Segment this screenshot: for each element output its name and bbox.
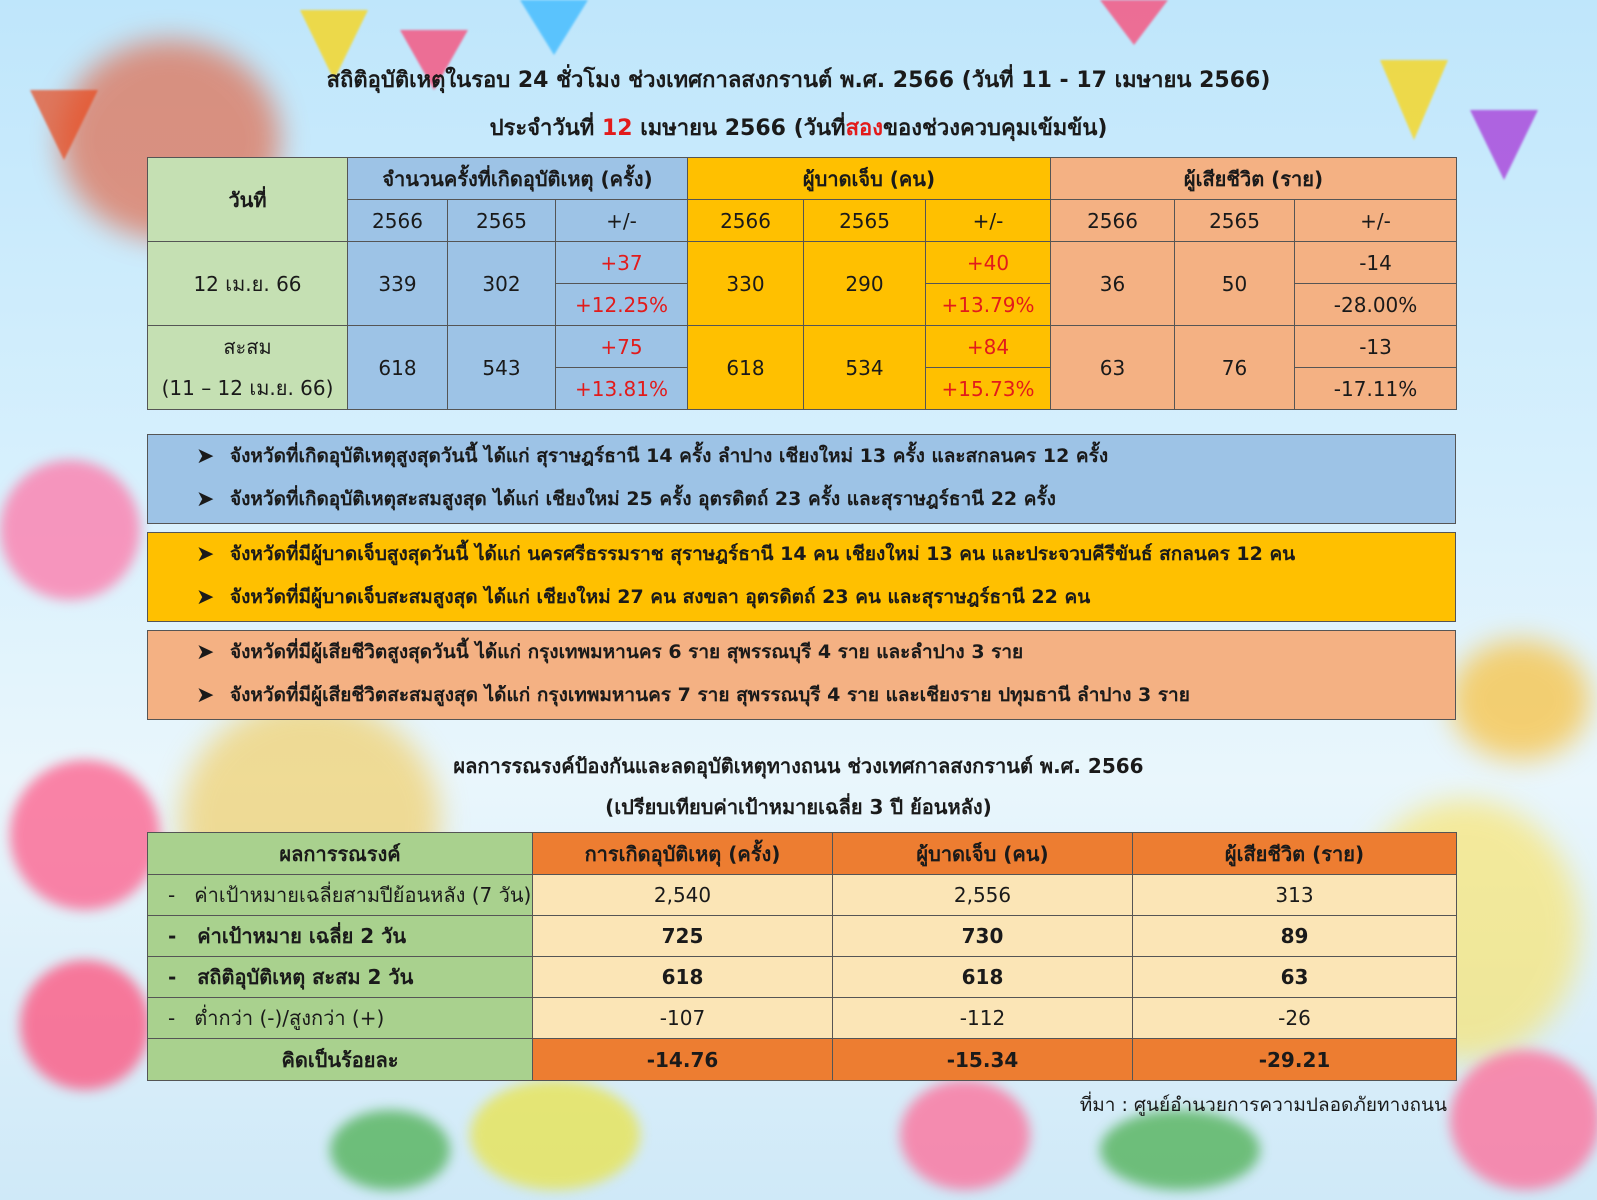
acc-2565: 302 <box>448 242 556 326</box>
bullet-text: จังหวัดที่มีผู้เสียชีวิตสูงสุดวันนี้ ได้แก่ กรุงเทพมหานคร 6 ราย สุพรรณบุรี 4 ราย และลำปาง 3 ราย <box>230 641 1024 663</box>
percent-cell: -14.76 <box>533 1039 833 1081</box>
arrow-icon: ➤ <box>196 683 215 708</box>
label-text: ต่ำกว่า (-)/สูงกว่า (+) <box>194 1006 385 1030</box>
campaign-cell: 313 <box>1133 875 1457 916</box>
campaign-cell: 730 <box>833 916 1133 957</box>
row-label-cumulative: สะสม <box>148 326 348 368</box>
subtitle-part: ของช่วงควบคุมเข้มข้น) <box>882 116 1108 141</box>
col-header: 2566 <box>688 200 804 242</box>
campaign-cell: 618 <box>833 957 1133 998</box>
subtitle-ordinal: สอง <box>845 116 883 141</box>
accident-provinces-box <box>147 434 1456 524</box>
arrow-icon: ➤ <box>196 444 215 469</box>
campaign-row-label <box>148 916 533 957</box>
col-header: 2566 <box>1051 200 1175 242</box>
dash: - <box>168 1006 176 1030</box>
dash: - <box>168 883 176 907</box>
subtitle-part: ประจำวันที่ <box>489 116 602 141</box>
percent-cell: -29.21 <box>1133 1039 1457 1081</box>
col-header: +/- <box>1295 200 1457 242</box>
col-header: 2566 <box>348 200 448 242</box>
bullet-text: จังหวัดที่มีผู้บาดเจ็บสูงสุดวันนี้ ได้แก่ นครศรีธรรมราช สุราษฎร์ธานี 14 คน เชียงใหม่ 13 คน และประจวบคีรีขันธ์ สกลนคร 12 คน <box>230 543 1296 565</box>
campaign-cell: 89 <box>1133 916 1457 957</box>
col-header: +/- <box>926 200 1051 242</box>
campaign-row-label <box>148 998 533 1039</box>
dea-pct: -28.00% <box>1295 284 1457 326</box>
dash: - <box>168 965 177 989</box>
campaign-row-label <box>148 957 533 998</box>
campaign-header: ผู้เสียชีวิต (ราย) <box>1133 833 1457 875</box>
acc-2565: 543 <box>448 326 556 410</box>
campaign-title: ผลการรณรงค์ป้องกันและลดอุบัติเหตุทางถนน ช่วงเทศกาลสงกรานต์ พ.ศ. 2566 <box>453 754 1144 778</box>
campaign-header: ผู้บาดเจ็บ (คน) <box>833 833 1133 875</box>
percent-label: คิดเป็นร้อยละ <box>148 1039 533 1081</box>
accident-group-header: จำนวนครั้งที่เกิดอุบัติเหตุ (ครั้ง) <box>348 158 688 200</box>
percent-cell: -15.34 <box>833 1039 1133 1081</box>
campaign-cell: -107 <box>533 998 833 1039</box>
stats-table <box>147 157 1457 410</box>
bullet-text: จังหวัดที่เกิดอุบัติเหตุสะสมสูงสุด ได้แก่ เชียงใหม่ 25 ครั้ง อุตรดิตถ์ 23 ครั้ง และสุราษฎร์ธานี 22 ครั้ง <box>230 488 1056 510</box>
campaign-cell: 725 <box>533 916 833 957</box>
dash: - <box>168 924 177 948</box>
dea-diff: -14 <box>1295 242 1457 284</box>
bullet-line <box>148 674 1455 717</box>
campaign-row-label <box>148 875 533 916</box>
campaign-cell: 618 <box>533 957 833 998</box>
dea-2566: 63 <box>1051 326 1175 410</box>
label-text: ค่าเป้าหมาย เฉลี่ย 2 วัน <box>197 924 407 948</box>
col-header: +/- <box>556 200 688 242</box>
inj-2566: 618 <box>688 326 804 410</box>
campaign-cell: 2,540 <box>533 875 833 916</box>
campaign-cell: 2,556 <box>833 875 1133 916</box>
row-label-today: 12 เม.ย. 66 <box>148 242 348 326</box>
bullet-line <box>148 576 1455 619</box>
bullet-text: จังหวัดที่มีผู้เสียชีวิตสะสมสูงสุด ได้แก่ กรุงเทพมหานคร 7 ราย สุพรรณบุรี 4 ราย และเชียงราย ปทุมธานี ลำปาง 3 ราย <box>230 684 1190 706</box>
bullet-line <box>148 533 1455 576</box>
inj-diff: +84 <box>926 326 1051 368</box>
acc-pct: +13.81% <box>556 368 688 410</box>
acc-2566: 339 <box>348 242 448 326</box>
campaign-cell: -112 <box>833 998 1133 1039</box>
arrow-icon: ➤ <box>196 542 215 567</box>
inj-pct: +15.73% <box>926 368 1051 410</box>
col-header: 2565 <box>804 200 926 242</box>
subtitle-day: 12 <box>601 116 633 141</box>
bullet-line <box>148 478 1455 521</box>
report-title: สถิติอุบัติเหตุในรอบ 24 ชั่วโมง ช่วงเทศกาลสงกรานต์ พ.ศ. 2566 (วันที่ 11 - 17 เมษายน 2566) <box>326 68 1271 93</box>
inj-2565: 290 <box>804 242 926 326</box>
campaign-cell: -26 <box>1133 998 1457 1039</box>
date-header: วันที่ <box>148 158 348 242</box>
label-text: ค่าเป้าหมายเฉลี่ยสามปีย้อนหลัง (7 วัน) <box>194 883 532 907</box>
injured-group-header: ผู้บาดเจ็บ (คน) <box>688 158 1051 200</box>
arrow-icon: ➤ <box>196 585 215 610</box>
campaign-subtitle: (เปรียบเทียบค่าเป้าหมายเฉลี่ย 3 ปี ย้อนหลัง) <box>605 795 992 819</box>
label-text: สถิติอุบัติเหตุ สะสม 2 วัน <box>197 965 414 989</box>
inj-2566: 330 <box>688 242 804 326</box>
bullet-line <box>148 631 1455 674</box>
inj-pct: +13.79% <box>926 284 1051 326</box>
dea-2565: 50 <box>1175 242 1295 326</box>
acc-diff: +75 <box>556 326 688 368</box>
death-group-header: ผู้เสียชีวิต (ราย) <box>1051 158 1457 200</box>
dea-diff: -13 <box>1295 326 1457 368</box>
col-header: 2565 <box>1175 200 1295 242</box>
bullet-text: จังหวัดที่เกิดอุบัติเหตุสูงสุดวันนี้ ได้แก่ สุราษฎร์ธานี 14 ครั้ง ลำปาง เชียงใหม่ 13 ครั้ง และสกลนคร 12 ครั้ง <box>230 445 1109 467</box>
dea-2566: 36 <box>1051 242 1175 326</box>
bullet-text: จังหวัดที่มีผู้บาดเจ็บสะสมสูงสุด ได้แก่ เชียงใหม่ 27 คน สงขลา อุตรดิตถ์ 23 คน และสุราษฎร์ธานี 22 คน <box>230 586 1091 608</box>
campaign-header: ผลการรณรงค์ <box>148 833 533 875</box>
inj-diff: +40 <box>926 242 1051 284</box>
dea-pct: -17.11% <box>1295 368 1457 410</box>
inj-2565: 534 <box>804 326 926 410</box>
subtitle-part: เมษายน 2566 (วันที่ <box>632 116 846 141</box>
dea-2565: 76 <box>1175 326 1295 410</box>
acc-2566: 618 <box>348 326 448 410</box>
campaign-table <box>147 832 1457 1081</box>
bullet-line <box>148 435 1455 478</box>
report-subtitle <box>0 110 1597 145</box>
row-label-cumulative-range: (11 – 12 เม.ย. 66) <box>148 368 348 410</box>
injured-provinces-box <box>147 532 1456 622</box>
arrow-icon: ➤ <box>196 487 215 512</box>
acc-pct: +12.25% <box>556 284 688 326</box>
arrow-icon: ➤ <box>196 640 215 665</box>
campaign-cell: 63 <box>1133 957 1457 998</box>
col-header: 2565 <box>448 200 556 242</box>
death-provinces-box <box>147 630 1456 720</box>
acc-diff: +37 <box>556 242 688 284</box>
source-note: ที่มา : ศูนย์อำนวยการความปลอดภัยทางถนน <box>1079 1094 1447 1116</box>
campaign-header: การเกิดอุบัติเหตุ (ครั้ง) <box>533 833 833 875</box>
